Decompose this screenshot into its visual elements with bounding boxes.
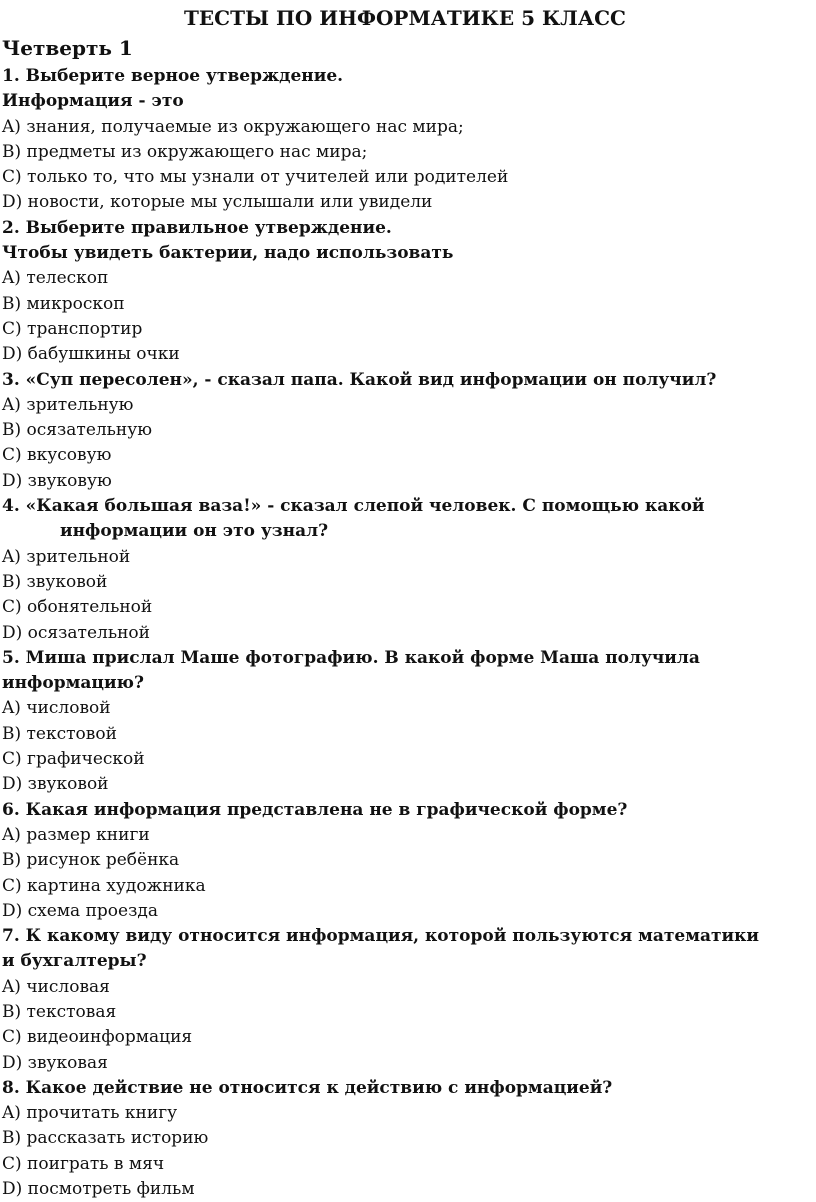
question-text: 7. К какому виду относится информация, которой пользуются математики и бухгалтеры? bbox=[2, 926, 760, 972]
question-text: 3. «Суп пересолен», - сказал папа. Какой вид информации он получил? bbox=[2, 369, 717, 390]
answer-option: A) знания, получаемые из окружающего нас мира; bbox=[2, 116, 464, 137]
question-3 bbox=[2, 368, 808, 494]
answer-option: D) звуковую bbox=[2, 470, 112, 491]
answer-option: C) вкусовую bbox=[2, 445, 112, 466]
answer-option: D) новости, которые мы услышали или увидели bbox=[2, 192, 433, 213]
question-1 bbox=[2, 64, 808, 216]
question-text: 8. Какое действие не относится к действию с информацией? bbox=[2, 1077, 613, 1098]
answer-option: A) телескоп bbox=[2, 268, 109, 289]
answer-option: D) осязательной bbox=[2, 622, 150, 643]
answer-option: A) числовая bbox=[2, 976, 110, 997]
question-text: 5. Миша прислал Маше фотографию. В какой форме Маша получила информацию? bbox=[2, 647, 700, 694]
answer-option: D) схема проезда bbox=[2, 900, 158, 921]
answer-option: C) поиграть в мяч bbox=[2, 1153, 165, 1174]
answer-option: B) предметы из окружающего нас мира; bbox=[2, 141, 368, 162]
answer-option: B) рассказать историю bbox=[2, 1128, 209, 1149]
question-2 bbox=[2, 216, 808, 368]
answer-option: A) прочитать книгу bbox=[2, 1103, 178, 1124]
answer-option: C) только то, что мы узнали от учителей или родителей bbox=[2, 167, 509, 188]
question-text: 2. Выберите правильное утверждение. bbox=[2, 217, 392, 238]
question-7 bbox=[2, 924, 808, 1076]
answer-option: D) посмотреть фильм bbox=[2, 1179, 195, 1200]
answer-option: C) графической bbox=[2, 749, 145, 770]
answer-option: A) зрительную bbox=[2, 394, 134, 415]
question-4 bbox=[2, 494, 808, 646]
document-title: ТЕСТЫ ПО ИНФОРМАТИКЕ 5 КЛАСС bbox=[184, 6, 626, 30]
answer-option: B) текстовой bbox=[2, 723, 117, 744]
question-subtext: Чтобы увидеть бактерии, надо использовать bbox=[2, 243, 454, 264]
quarter-heading: Четверть 1 bbox=[2, 36, 133, 60]
answer-option: C) транспортир bbox=[2, 318, 143, 339]
question-5 bbox=[2, 646, 808, 798]
question-subtext: Информация - это bbox=[2, 91, 184, 112]
answer-option: B) текстовая bbox=[2, 1001, 117, 1022]
answer-option: D) звуковой bbox=[2, 774, 109, 795]
answer-option: B) осязательную bbox=[2, 420, 153, 441]
answer-option: A) размер книги bbox=[2, 824, 150, 845]
answer-option: B) звуковой bbox=[2, 571, 108, 592]
answer-option: A) числовой bbox=[2, 698, 111, 719]
answer-option: C) обонятельной bbox=[2, 597, 153, 618]
question-text: 6. Какая информация представлена не в графической форме? bbox=[2, 799, 628, 820]
answer-option: C) видеоинформация bbox=[2, 1027, 193, 1048]
question-6 bbox=[2, 798, 808, 924]
question-8 bbox=[2, 1076, 808, 1202]
answer-option: D) бабушкины очки bbox=[2, 344, 180, 365]
answer-option: B) микроскоп bbox=[2, 293, 125, 314]
answer-option: D) звуковая bbox=[2, 1052, 108, 1073]
answer-option: A) зрительной bbox=[2, 546, 131, 567]
answer-option: C) картина художника bbox=[2, 875, 206, 896]
answer-option: B) рисунок ребёнка bbox=[2, 850, 180, 871]
question-text: 1. Выберите верное утверждение. bbox=[2, 66, 344, 86]
question-text: 4. «Какая большая ваза!» - сказал слепой человек. С помощью какой информации он это узнал? bbox=[2, 496, 705, 542]
